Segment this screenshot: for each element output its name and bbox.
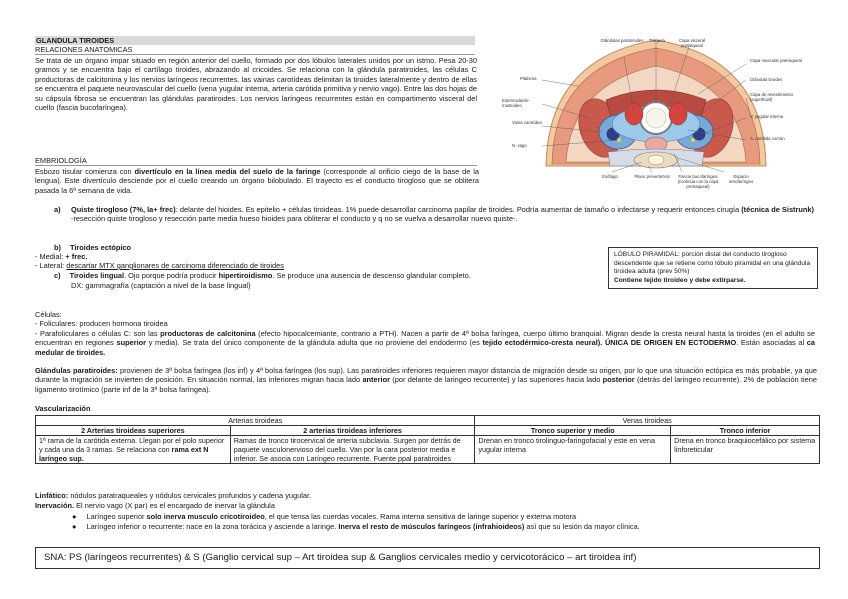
figure-label: Platisma <box>520 76 537 81</box>
table-cell: Ramas de tronco tirocervical de arteria subclavia. Surgen por detrás de paquete vasculonervioso del cuello. Van por la cara posterior media e inferior. Se asocia con Laríngeo recurrente. Fuente ppal paratiroides <box>230 436 475 464</box>
figure-label: Fascia bucofaríngea (continúa con la capa pretraqueal) <box>677 174 719 189</box>
figure-label: Plano prevertebral <box>634 174 670 179</box>
sna-box: SNA: PS (laríngeos recurrentes) & S (Ganglio cervical sup – Art tiroidea sup & Ganglios cervicales medio y cervicotorácico – art tiroidea inf) <box>35 547 820 569</box>
page-title: GLANDULA TIROIDES <box>35 36 475 45</box>
table-cell: 1ª rama de la carótida externa. Llegan por el polo superior y cada una da 3 ramas. Se relaciona con rama ext N laríngeo sup. <box>36 436 231 464</box>
figure-label: Capa visceral pretraqueal <box>678 38 706 48</box>
linfatico-line: Linfático: nódulos paratraqueales y nódulos cervicales profundos y cadena yugular. <box>35 491 312 500</box>
list-item-laringeo-superior: ● Laríngeo superior solo inerva musculo cricotiroideo, el que tensa las cuerdas vocales. Rama interna sensitiva de laringe superior y externa motora <box>72 512 577 521</box>
neck-cross-section-figure <box>488 28 826 190</box>
figure-label: Esternocleido-mastoideo <box>502 98 530 108</box>
table-cell: Drena en tronco braquiocefálico por sistema linforeticular <box>671 436 820 464</box>
paragraph-embriologia: Esbozo tisular comienza con divertículo en la línea media del suelo de la faringe (corresponde al orificio ciego de la base de la lengua). Este divertículo desciende por el cuello creando un órgano bilobulado. El trayecto es el conducto tirogloso que se oblitera pasada la 6ª semana de vida. <box>35 167 479 195</box>
list-item-quiste: a) Quiste tirogloso (7%, la+ frec): delante del hioides. Es epitelio + células tiroideas. 1% puede desarrollar carcinoma papilar de tiroides. Podría aumentar de tamaño o infectarse y requerir entonces cirugía (técnica de Sistrunk) -resección quiste tirogloso y resección parte media hueso hioides para obliterar el conducto y q no se vuelva a desarrollar nuevo quiste-. <box>54 205 814 224</box>
table-header: 2 Arterias tiroideas superiores <box>36 426 231 436</box>
list-item-ectopico: b) Tiroides ectópico <box>54 243 132 252</box>
table-cell: Drenan en tronco tirolinguo-faringofacial y este en vena yugular interna <box>475 436 671 464</box>
table-header: 2 arterias tiroideas inferiores <box>230 426 475 436</box>
figure-label: Glándula tiroides <box>750 77 783 82</box>
vascularizacion-heading: Vascularización <box>35 404 91 413</box>
figure-label: Capa muscular pretraqueal <box>750 58 802 63</box>
table-group-venas: Venas tiroideas <box>475 416 820 426</box>
section-heading-embriologia: EMBRIOLOGÍA <box>35 156 477 166</box>
figure-label: Glándulas paratiroides <box>600 38 644 43</box>
section-heading-relaciones: RELACIONES ANATOMICAS <box>35 45 475 55</box>
list-item-lateral: - Lateral: descartar MTX ganglionares de carcinoma diferenciado de tiroides <box>35 261 284 270</box>
figure-label: Tráquea <box>649 38 665 43</box>
figure-label: Capa de revestimiento (superficial) <box>750 92 793 102</box>
table-header: Tronco inferior <box>671 426 820 436</box>
dx-line: DX: gammagrafía (captación a nivel de la base lingual) <box>71 281 251 290</box>
cells-heading: Células: <box>35 310 62 319</box>
list-item-medial: - Medial: + frec. <box>35 252 88 261</box>
lobulo-piramidal-note: LÓBULO PIRAMIDAL: porción distal del conducto tirogloso descendente que se retiene como lóbulo piramidal en una glándula tiroidea adulta (prev 50%) Contiene tejido tiroideo y debe extirparse. <box>608 247 818 289</box>
table-group-arterias: Arterias tiroideas <box>36 416 475 426</box>
table-header: Tronco superior y medio <box>475 426 671 436</box>
list-item-lingual: c) Tiroides lingual. Ojo porque podría producir hipertiroidismo. Se produce una ausencia de descenso glandular completo. <box>54 271 471 280</box>
vascular-table <box>35 415 820 464</box>
paragraph-relaciones: Se trata de un órgano impar situado en región anterior del cuello, formado por dos lóbulos laterales unidos por un istmo. Pesa 20-30 gramos y se encuentra bajo el cartílago tiroides, abrazando al cricoides. Se relaciona con la glándula paratiroides, las células C productoras de calcitonina y los nervios laríngeos recurrentes. las vainas carotídeas delimitan la tiroides lateralmente y dentro de ellas se encuentra el paquete neurovascular del cuello (vena yugular interna, arteria carótida primitiva y nervio vago). Entre las dos hojas de su cápsula fibrosa se encuentran las glándulas paratiroides. Los nervios laríngeos recurrentes están en compartimento visceral del cuello (fascia bucofaríngea). <box>35 56 477 113</box>
figure-label: Esófago <box>602 174 618 179</box>
figure-label: A. carótida común <box>750 136 785 141</box>
figure-label: Espacio retrofaríngeo <box>728 174 754 184</box>
cells-parafoliculares: - Parafoliculares o células C: son las productoras de calcitonina (efecto hipocalcemiante, contrario a PTH). Nacen a partir de 4ª bolsa faríngea, cuerpo último branquial. Migran desde la cresta neural hasta la tiroides (en el adulto se encuentran en regiones superior y media). Se trata del único componente de la glándula adulta que no proviene del endodermo (es tejido ectodérmico-cresta neural). ÚNICA DE ORIGEN EN ECTODERMO. Están asociadas al ca medular de tiroides. <box>35 329 816 357</box>
neck-cross-section-illustration <box>488 28 826 190</box>
cells-foliculares: - Foliculares: producen hormona tiroidea <box>35 319 168 328</box>
list-item-laringeo-inferior: ● Laríngeo inferior o recurrente: nace en la zona torácica y asciende a laringe. Inerva el resto de músculos faríngeos (infrahioideos) así que su lesión da mayor clínica. <box>72 522 640 531</box>
inervacion-line: Inervación. El nervio vago (X par) es el encargado de inervar la glándula <box>35 501 275 510</box>
paragraph-paratiroides: Glándulas paratiroides: provienen de 3ª bolsa faríngea (los inf) y 4ª bolsa faríngea (los sup). Las paratiroides inferiores requieren mayor distancia de migración desde su origen, por lo que una situación ectópica es más probable, ya que durante la migración se invierten de posición. En situación normal, las inferiores migran hacia lado anterior (por delante de laringeo recurrente) y las superiores hacia lado posterior (detrás del laringeo recurrente). 2% de población tiene ligamento tirotímico (parte inf de la 3ª bolsa faríngea). <box>35 366 817 394</box>
figure-label: Vaina carotídea <box>512 120 542 125</box>
figure-label: N. vago <box>512 143 527 148</box>
figure-label: V. yugular interna <box>750 114 784 119</box>
